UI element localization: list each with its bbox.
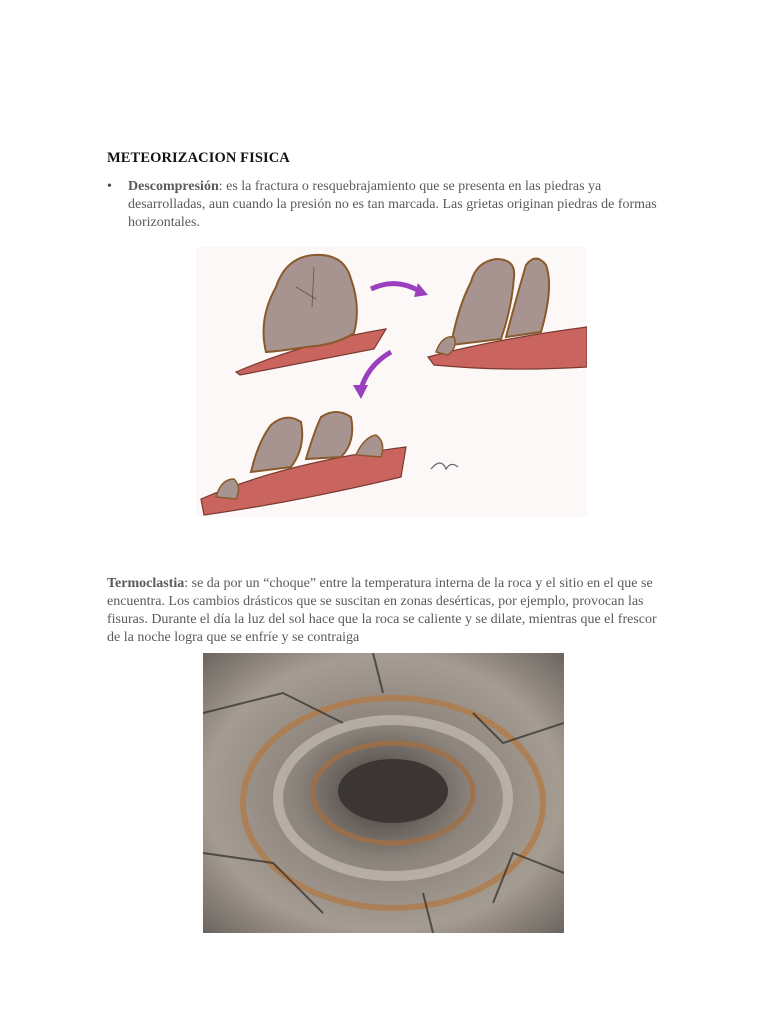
page-title: METEORIZACION FISICA bbox=[107, 150, 290, 166]
termoclastia-text: : se da por un “choque” entre la temperatura interna de la roca y el sitio en el que se encuentra. Los cambios drásticos que se suscitan en zonas desérticas, por ejemplo, provocan las fisuras. Durante el día la luz del sol hace que la roca se caliente y se dilate, mientras que el frescor de la noche logra que se enfríe y se contraiga bbox=[107, 576, 657, 645]
rock-broken-4 bbox=[216, 479, 239, 499]
rock-intact bbox=[264, 255, 357, 352]
cracked-rock-photo bbox=[203, 653, 564, 933]
arrow-down-head bbox=[353, 385, 368, 399]
bullet-marker: • bbox=[107, 179, 112, 194]
descompresion-text: : es la fractura o resquebrajamiento que se presenta en las piedras ya desarrolladas, aun cuando la presión no es tan marcada. Las grietas originan piedras de formas horizontales. bbox=[128, 179, 657, 230]
descompresion-item bbox=[107, 178, 667, 232]
rock-fractured-1 bbox=[451, 259, 514, 345]
descompresion-term: Descompresión bbox=[128, 179, 219, 194]
termoclastia-term: Termoclastia bbox=[107, 576, 185, 591]
rock-broken-3 bbox=[356, 435, 383, 457]
arrow-right-head bbox=[414, 283, 428, 297]
descompresion-illustration bbox=[196, 247, 587, 517]
arrow-right bbox=[371, 284, 421, 292]
rock-broken-2 bbox=[306, 412, 352, 459]
rock-broken-1 bbox=[251, 418, 302, 472]
termoclastia-paragraph bbox=[107, 575, 667, 647]
arrow-down bbox=[361, 352, 391, 389]
descompresion-paragraph bbox=[128, 178, 667, 232]
dark-rock-core bbox=[338, 759, 448, 823]
termoclastia-photo bbox=[203, 653, 564, 933]
artist-signature bbox=[431, 463, 458, 469]
descompresion-drawing bbox=[196, 247, 587, 517]
